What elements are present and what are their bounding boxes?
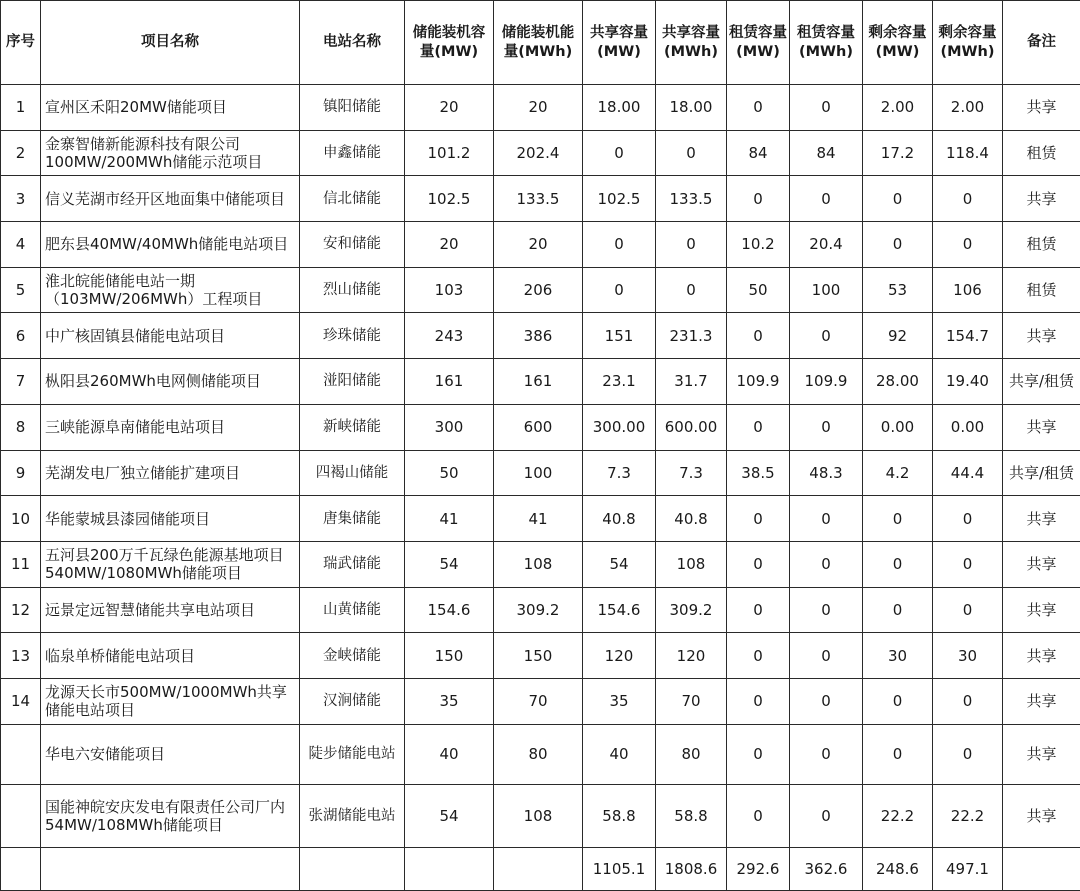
cell-note: 共享 (1003, 724, 1080, 784)
cell-install-mwh: 80 (494, 724, 583, 784)
cell-remain-mw: 53 (863, 267, 933, 313)
cell-remain-mw: 4.2 (863, 450, 933, 496)
cell-remain-mwh: 0 (933, 724, 1003, 784)
cell-seq: 2 (1, 130, 41, 176)
cell-lease-mw: 84 (727, 130, 790, 176)
cell-remain-mwh: 0 (933, 541, 1003, 587)
cell-share-mwh: 0 (656, 130, 727, 176)
cell-share-mwh: 0 (656, 222, 727, 268)
cell-install-mwh: 41 (494, 496, 583, 542)
cell-remain-mw: 0 (863, 222, 933, 268)
cell-remain-mwh: 30 (933, 633, 1003, 679)
header-station: 电站名称 (300, 1, 405, 85)
cell-note: 共享 (1003, 313, 1080, 359)
cell-lease-mwh: 0 (790, 85, 863, 131)
cell-seq: 13 (1, 633, 41, 679)
cell-install-mw: 101.2 (405, 130, 494, 176)
cell-share-mwh: 18.00 (656, 85, 727, 131)
cell-install-mw: 54 (405, 541, 494, 587)
cell-seq (1, 724, 41, 784)
cell-lease-mwh: 0 (790, 313, 863, 359)
cell-station (300, 847, 405, 890)
cell-remain-mwh: 154.7 (933, 313, 1003, 359)
cell-note: 共享 (1003, 633, 1080, 679)
cell-seq: 12 (1, 587, 41, 633)
cell-install-mw: 35 (405, 678, 494, 724)
cell-remain-mw: 0 (863, 496, 933, 542)
cell-install-mwh: 600 (494, 404, 583, 450)
cell-lease-mw: 0 (727, 496, 790, 542)
cell-station: 安和储能 (300, 222, 405, 268)
totals-row (1, 847, 1080, 890)
cell-share-mwh: 120 (656, 633, 727, 679)
cell-remain-mwh: 118.4 (933, 130, 1003, 176)
cell-lease-mwh: 0 (790, 784, 863, 847)
cell-note: 共享 (1003, 678, 1080, 724)
cell-install-mwh: 108 (494, 541, 583, 587)
cell-seq: 6 (1, 313, 41, 359)
cell-station: 信北储能 (300, 176, 405, 222)
cell-lease-mwh: 0 (790, 496, 863, 542)
header-note: 备注 (1003, 1, 1080, 85)
cell-seq (1, 784, 41, 847)
cell-project-name (41, 847, 300, 890)
header-share-mw: 共享容量(MW) (583, 1, 656, 85)
cell-note (1003, 847, 1080, 890)
cell-project-name: 华能蒙城县漆园储能项目 (41, 496, 300, 542)
cell-install-mw: 300 (405, 404, 494, 450)
cell-remain-mwh: 0 (933, 222, 1003, 268)
cell-share-mw: 7.3 (583, 450, 656, 496)
total-share-mwh: 1808.6 (656, 847, 727, 890)
cell-remain-mwh: 22.2 (933, 784, 1003, 847)
cell-install-mw (405, 847, 494, 890)
cell-install-mwh: 309.2 (494, 587, 583, 633)
total-remain-mwh: 497.1 (933, 847, 1003, 890)
cell-install-mwh: 20 (494, 85, 583, 131)
table-row (1, 724, 1080, 784)
cell-lease-mwh: 0 (790, 587, 863, 633)
cell-remain-mw: 0 (863, 678, 933, 724)
cell-install-mwh: 150 (494, 633, 583, 679)
cell-install-mwh: 100 (494, 450, 583, 496)
cell-install-mw: 41 (405, 496, 494, 542)
cell-note: 共享 (1003, 587, 1080, 633)
cell-share-mwh: 40.8 (656, 496, 727, 542)
header-remain-mwh: 剩余容量(MWh) (933, 1, 1003, 85)
cell-share-mw: 0 (583, 222, 656, 268)
cell-share-mwh: 108 (656, 541, 727, 587)
header-install-mwh: 储能装机能量(MWh) (494, 1, 583, 85)
table-row (1, 85, 1080, 131)
header-remain-mw: 剩余容量(MW) (863, 1, 933, 85)
cell-note: 共享 (1003, 404, 1080, 450)
cell-project-name: 肥东县40MW/40MWh储能电站项目 (41, 222, 300, 268)
cell-lease-mw: 0 (727, 176, 790, 222)
cell-remain-mwh: 0 (933, 176, 1003, 222)
table-row (1, 222, 1080, 268)
cell-install-mwh: 70 (494, 678, 583, 724)
table-row (1, 450, 1080, 496)
cell-remain-mw: 92 (863, 313, 933, 359)
cell-project-name: 淮北皖能储能电站一期（103MW/206MWh）工程项目 (41, 267, 300, 313)
cell-seq: 5 (1, 267, 41, 313)
cell-project-name: 信义芜湖市经开区地面集中储能项目 (41, 176, 300, 222)
cell-project-name: 宣州区禾阳20MW储能项目 (41, 85, 300, 131)
cell-install-mwh (494, 847, 583, 890)
cell-install-mw: 50 (405, 450, 494, 496)
cell-lease-mw: 0 (727, 724, 790, 784)
total-share-mw: 1105.1 (583, 847, 656, 890)
cell-remain-mw: 28.00 (863, 359, 933, 405)
header-row (1, 1, 1080, 85)
cell-station: 湴阳储能 (300, 359, 405, 405)
table-row (1, 313, 1080, 359)
cell-install-mw: 150 (405, 633, 494, 679)
cell-seq: 14 (1, 678, 41, 724)
cell-share-mwh: 231.3 (656, 313, 727, 359)
cell-share-mw: 0 (583, 267, 656, 313)
cell-project-name: 芜湖发电厂独立储能扩建项目 (41, 450, 300, 496)
total-lease-mwh: 362.6 (790, 847, 863, 890)
header-install-mw: 储能装机容量(MW) (405, 1, 494, 85)
cell-note: 共享 (1003, 541, 1080, 587)
cell-share-mwh: 7.3 (656, 450, 727, 496)
cell-station: 烈山储能 (300, 267, 405, 313)
cell-lease-mwh: 0 (790, 176, 863, 222)
cell-note: 共享 (1003, 784, 1080, 847)
cell-share-mw: 40.8 (583, 496, 656, 542)
table-row (1, 784, 1080, 847)
cell-lease-mwh: 0 (790, 633, 863, 679)
header-share-mwh: 共享容量(MWh) (656, 1, 727, 85)
cell-station: 珍珠储能 (300, 313, 405, 359)
cell-lease-mwh: 20.4 (790, 222, 863, 268)
cell-install-mw: 243 (405, 313, 494, 359)
cell-install-mw: 20 (405, 85, 494, 131)
cell-lease-mw: 109.9 (727, 359, 790, 405)
cell-lease-mw: 38.5 (727, 450, 790, 496)
cell-station: 金峡储能 (300, 633, 405, 679)
cell-share-mwh: 0 (656, 267, 727, 313)
cell-project-name: 金寨智储新能源科技有限公司100MW/200MWh储能示范项目 (41, 130, 300, 176)
table-row (1, 587, 1080, 633)
cell-share-mwh: 309.2 (656, 587, 727, 633)
cell-station: 陡步储能电站 (300, 724, 405, 784)
cell-seq: 1 (1, 85, 41, 131)
cell-lease-mw: 10.2 (727, 222, 790, 268)
cell-remain-mw: 2.00 (863, 85, 933, 131)
cell-install-mwh: 206 (494, 267, 583, 313)
cell-station: 山黄储能 (300, 587, 405, 633)
table-row (1, 541, 1080, 587)
cell-share-mw: 300.00 (583, 404, 656, 450)
cell-lease-mw: 50 (727, 267, 790, 313)
header-seq: 序号 (1, 1, 41, 85)
cell-install-mw: 103 (405, 267, 494, 313)
cell-remain-mwh: 0 (933, 496, 1003, 542)
cell-share-mwh: 600.00 (656, 404, 727, 450)
cell-station: 新峡储能 (300, 404, 405, 450)
header-name: 项目名称 (41, 1, 300, 85)
cell-remain-mw: 0 (863, 176, 933, 222)
cell-seq: 7 (1, 359, 41, 405)
cell-share-mwh: 133.5 (656, 176, 727, 222)
cell-seq: 4 (1, 222, 41, 268)
cell-remain-mw: 17.2 (863, 130, 933, 176)
cell-lease-mwh: 0 (790, 404, 863, 450)
cell-share-mwh: 58.8 (656, 784, 727, 847)
cell-lease-mw: 0 (727, 678, 790, 724)
cell-station: 汉涧储能 (300, 678, 405, 724)
cell-project-name: 临泉单桥储能电站项目 (41, 633, 300, 679)
cell-seq: 8 (1, 404, 41, 450)
cell-install-mwh: 133.5 (494, 176, 583, 222)
cell-station: 唐集储能 (300, 496, 405, 542)
total-remain-mw: 248.6 (863, 847, 933, 890)
cell-lease-mw: 0 (727, 404, 790, 450)
cell-share-mw: 23.1 (583, 359, 656, 405)
cell-remain-mwh: 44.4 (933, 450, 1003, 496)
table-row (1, 404, 1080, 450)
cell-note: 共享 (1003, 85, 1080, 131)
cell-remain-mw: 22.2 (863, 784, 933, 847)
cell-project-name: 华电六安储能项目 (41, 724, 300, 784)
cell-install-mwh: 161 (494, 359, 583, 405)
cell-lease-mw: 0 (727, 85, 790, 131)
cell-remain-mwh: 0 (933, 587, 1003, 633)
cell-lease-mwh: 0 (790, 678, 863, 724)
cell-install-mwh: 202.4 (494, 130, 583, 176)
cell-seq: 10 (1, 496, 41, 542)
cell-lease-mwh: 109.9 (790, 359, 863, 405)
cell-share-mw: 102.5 (583, 176, 656, 222)
cell-station: 张湖储能电站 (300, 784, 405, 847)
header-lease-mwh: 租赁容量(MWh) (790, 1, 863, 85)
cell-note: 租赁 (1003, 222, 1080, 268)
cell-remain-mwh: 19.40 (933, 359, 1003, 405)
total-lease-mw: 292.6 (727, 847, 790, 890)
cell-install-mw: 20 (405, 222, 494, 268)
cell-remain-mwh: 2.00 (933, 85, 1003, 131)
cell-install-mw: 154.6 (405, 587, 494, 633)
cell-project-name: 国能神皖安庆发电有限责任公司厂内54MW/108MWh储能项目 (41, 784, 300, 847)
cell-note: 租赁 (1003, 130, 1080, 176)
cell-remain-mwh: 0.00 (933, 404, 1003, 450)
cell-lease-mw: 0 (727, 587, 790, 633)
table-row (1, 176, 1080, 222)
cell-remain-mwh: 106 (933, 267, 1003, 313)
cell-lease-mw: 0 (727, 784, 790, 847)
table-row (1, 633, 1080, 679)
cell-share-mw: 120 (583, 633, 656, 679)
cell-share-mw: 58.8 (583, 784, 656, 847)
table-row (1, 267, 1080, 313)
cell-note: 共享/租赁 (1003, 359, 1080, 405)
cell-seq: 3 (1, 176, 41, 222)
cell-install-mw: 40 (405, 724, 494, 784)
table-row (1, 678, 1080, 724)
cell-share-mw: 40 (583, 724, 656, 784)
cell-lease-mwh: 84 (790, 130, 863, 176)
cell-install-mw: 161 (405, 359, 494, 405)
table-row (1, 359, 1080, 405)
cell-remain-mw: 30 (863, 633, 933, 679)
cell-seq (1, 847, 41, 890)
cell-station: 四褐山储能 (300, 450, 405, 496)
table-row (1, 130, 1080, 176)
cell-remain-mw: 0 (863, 724, 933, 784)
cell-share-mw: 18.00 (583, 85, 656, 131)
cell-project-name: 远景定远智慧储能共享电站项目 (41, 587, 300, 633)
cell-project-name: 五河县200万千瓦绿色能源基地项目540MW/1080MWh储能项目 (41, 541, 300, 587)
cell-install-mw: 102.5 (405, 176, 494, 222)
cell-share-mwh: 31.7 (656, 359, 727, 405)
cell-remain-mwh: 0 (933, 678, 1003, 724)
cell-lease-mw: 0 (727, 633, 790, 679)
cell-share-mwh: 70 (656, 678, 727, 724)
cell-share-mw: 0 (583, 130, 656, 176)
cell-seq: 11 (1, 541, 41, 587)
cell-lease-mwh: 100 (790, 267, 863, 313)
cell-project-name: 枞阳县260MWh电网侧储能项目 (41, 359, 300, 405)
cell-project-name: 三峡能源阜南储能电站项目 (41, 404, 300, 450)
cell-share-mw: 151 (583, 313, 656, 359)
cell-note: 共享 (1003, 176, 1080, 222)
cell-install-mwh: 386 (494, 313, 583, 359)
cell-lease-mwh: 0 (790, 541, 863, 587)
cell-share-mw: 54 (583, 541, 656, 587)
cell-share-mw: 154.6 (583, 587, 656, 633)
cell-lease-mwh: 0 (790, 724, 863, 784)
cell-project-name: 龙源天长市500MW/1000MWh共享储能电站项目 (41, 678, 300, 724)
cell-note: 租赁 (1003, 267, 1080, 313)
cell-lease-mwh: 48.3 (790, 450, 863, 496)
cell-seq: 9 (1, 450, 41, 496)
table-row (1, 496, 1080, 542)
cell-lease-mw: 0 (727, 541, 790, 587)
cell-install-mwh: 108 (494, 784, 583, 847)
cell-station: 申鑫储能 (300, 130, 405, 176)
cell-station: 瑞武储能 (300, 541, 405, 587)
cell-project-name: 中广核固镇县储能电站项目 (41, 313, 300, 359)
cell-remain-mw: 0 (863, 587, 933, 633)
cell-lease-mw: 0 (727, 313, 790, 359)
cell-share-mw: 35 (583, 678, 656, 724)
cell-share-mwh: 80 (656, 724, 727, 784)
header-lease-mw: 租赁容量(MW) (727, 1, 790, 85)
cell-remain-mw: 0 (863, 541, 933, 587)
cell-station: 镇阳储能 (300, 85, 405, 131)
cell-install-mw: 54 (405, 784, 494, 847)
cell-install-mwh: 20 (494, 222, 583, 268)
cell-note: 共享/租赁 (1003, 450, 1080, 496)
cell-remain-mw: 0.00 (863, 404, 933, 450)
cell-note: 共享 (1003, 496, 1080, 542)
